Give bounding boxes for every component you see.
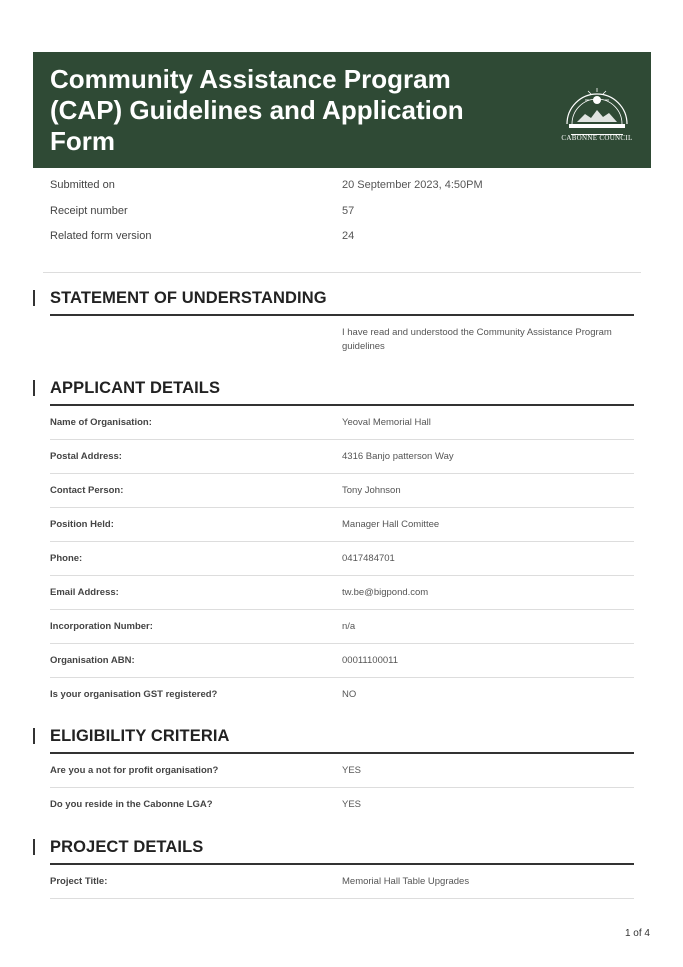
- table-row: [50, 644, 634, 678]
- field-value: NO: [342, 689, 357, 700]
- applicant-section: [33, 376, 634, 711]
- project-rows: [50, 865, 634, 899]
- meta-divider: [43, 272, 641, 273]
- table-row: [50, 440, 634, 474]
- section-marker: [33, 728, 35, 744]
- meta-label: Submitted on: [50, 179, 115, 191]
- table-row: [50, 508, 634, 542]
- page-number: 1 of 4: [624, 928, 650, 939]
- field-label: Position Held:: [50, 519, 114, 530]
- table-row: [50, 865, 634, 899]
- field-value: Memorial Hall Table Upgrades: [342, 876, 470, 887]
- table-row: [50, 542, 634, 576]
- submission-meta: [50, 179, 650, 256]
- meta-value: 24: [342, 230, 355, 242]
- meta-value: 20 September 2023, 4:50PM: [342, 179, 483, 191]
- field-value: tw.be@bigpond.com: [342, 587, 429, 598]
- field-label: Project Title:: [50, 876, 108, 887]
- field-value: Tony Johnson: [342, 485, 401, 496]
- field-label: Phone:: [50, 553, 83, 564]
- field-value: Yeoval Memorial Hall: [342, 417, 431, 428]
- section-heading: [33, 376, 634, 400]
- section-title: PROJECT DETAILS: [50, 837, 204, 856]
- table-row: [50, 474, 634, 508]
- cabonne-council-logo: [559, 82, 635, 144]
- section-marker: [33, 290, 35, 306]
- meta-label: Related form version: [50, 230, 152, 242]
- field-label: Postal Address:: [50, 451, 122, 462]
- form-header: [33, 52, 651, 168]
- field-value: YES: [342, 799, 362, 810]
- eligibility-section: [33, 724, 634, 821]
- table-row: [50, 406, 634, 440]
- section-marker: [33, 839, 35, 855]
- field-value: 00011100011: [342, 655, 399, 666]
- field-value: 4316 Banjo patterson Way: [342, 451, 454, 462]
- section-rule: [50, 314, 634, 316]
- section-title: ELIGIBILITY CRITERIA: [50, 726, 230, 745]
- table-row: [50, 788, 634, 821]
- meta-label: Receipt number: [50, 204, 128, 217]
- field-value: 0417484701: [342, 553, 395, 564]
- field-value: Manager Hall Comittee: [342, 519, 440, 530]
- logo-text: CABONNE COUNCIL: [561, 134, 633, 142]
- field-value: YES: [342, 765, 362, 776]
- statement-text: I have read and understood the Community Assistance Program guidelines: [342, 327, 612, 352]
- section-title: STATEMENT OF UNDERSTANDING: [50, 288, 327, 307]
- field-label: Are you a not for profit organisation?: [50, 765, 219, 776]
- table-row: [50, 678, 634, 711]
- section-title: APPLICANT DETAILS: [50, 378, 221, 397]
- form-title: Community Assistance Program (CAP) Guidelines and Application Form: [50, 64, 464, 156]
- table-row: [50, 610, 634, 644]
- field-label: Contact Person:: [50, 485, 124, 496]
- field-label: Organisation ABN:: [50, 655, 135, 666]
- statement-section: [33, 286, 634, 354]
- project-section: [33, 835, 634, 899]
- field-label: Do you reside in the Cabonne LGA?: [50, 799, 213, 810]
- section-heading: [33, 286, 634, 310]
- section-heading: [33, 835, 634, 859]
- table-row: [50, 754, 634, 788]
- field-label: Incorporation Number:: [50, 621, 153, 632]
- meta-row: [50, 230, 650, 256]
- meta-row: [50, 179, 650, 205]
- section-marker: [33, 380, 35, 396]
- meta-row: [50, 205, 650, 231]
- applicant-rows: [50, 406, 634, 711]
- table-row: [50, 576, 634, 610]
- field-value: n/a: [342, 621, 356, 632]
- field-label: Name of Organisation:: [50, 417, 152, 428]
- eligibility-rows: [50, 754, 634, 821]
- field-label: Email Address:: [50, 587, 119, 598]
- meta-value: 57: [342, 204, 355, 217]
- section-heading: [33, 724, 634, 748]
- field-label: Is your organisation GST registered?: [50, 689, 218, 700]
